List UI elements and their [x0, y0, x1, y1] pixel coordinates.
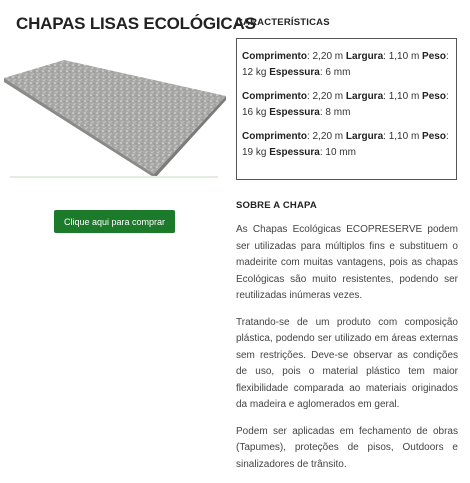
specs-heading: CARACTERÍSTICAS	[236, 17, 330, 28]
spec-value-width: : 1,10 m	[383, 51, 423, 62]
spec-value-thickness: : 8 mm	[319, 107, 351, 118]
spec-label-thickness: Espessura	[269, 67, 320, 78]
spec-label-length: Comprimento	[242, 131, 307, 142]
about-paragraph: Tratando-se de um produto com composição plástica, podendo ser utilizado em áreas externas sem restrições. Deve-se observar as condições de uso, pois o material plástico tem maior flexibilidade comparada ao materiais originados da madeira e aglomerados em geral.	[236, 316, 458, 410]
spec-label-width: Largura	[345, 91, 384, 102]
spec-label-length: Comprimento	[242, 91, 307, 102]
spec-value-weight: : 16 kg	[242, 91, 449, 118]
spec-value-length: : 2,20 m	[307, 51, 346, 62]
product-image	[0, 52, 228, 184]
about-heading: SOBRE A CHAPA	[236, 200, 317, 211]
spec-label-weight: Peso	[422, 51, 446, 62]
specs-box	[236, 38, 457, 180]
spec-value-weight: : 19 kg	[242, 131, 449, 158]
about-paragraph: Podem ser aplicadas em fechamento de obras (Tapumes), proteções de pisos, Outdoors e sinalizadores de trânsito.	[236, 425, 458, 470]
spec-label-thickness: Espessura	[269, 107, 320, 118]
spec-label-width: Largura	[345, 51, 384, 62]
spec-item	[242, 129, 456, 161]
spec-value-width: : 1,10 m	[383, 131, 423, 142]
spec-item	[242, 49, 456, 81]
buy-button[interactable]: Clique aqui para comprar	[54, 210, 175, 233]
product-title: CHAPAS LISAS ECOLÓGICAS	[16, 14, 256, 33]
spec-label-weight: Peso	[422, 131, 446, 142]
spec-value-weight: : 12 kg	[242, 51, 449, 78]
spec-value-length: : 2,20 m	[307, 131, 346, 142]
spec-label-thickness: Espessura	[269, 147, 320, 158]
spec-value-thickness: : 6 mm	[319, 67, 351, 78]
spec-item	[242, 89, 456, 121]
spec-label-length: Comprimento	[242, 51, 307, 62]
spec-value-thickness: : 10 mm	[319, 147, 356, 158]
about-paragraph: As Chapas Ecológicas ECOPRESERVE podem ser utilizadas para múltiplos fins e substituem o madeirite com muitas vantagens, pois as chapas Ecológicas são muito resistentes, podendo ser reutilizadas inúmeras vezes.	[236, 224, 458, 301]
spec-value-length: : 2,20 m	[307, 91, 346, 102]
about-text	[236, 222, 458, 483]
spec-value-width: : 1,10 m	[383, 91, 423, 102]
spec-label-width: Largura	[345, 131, 384, 142]
spec-label-weight: Peso	[422, 91, 446, 102]
